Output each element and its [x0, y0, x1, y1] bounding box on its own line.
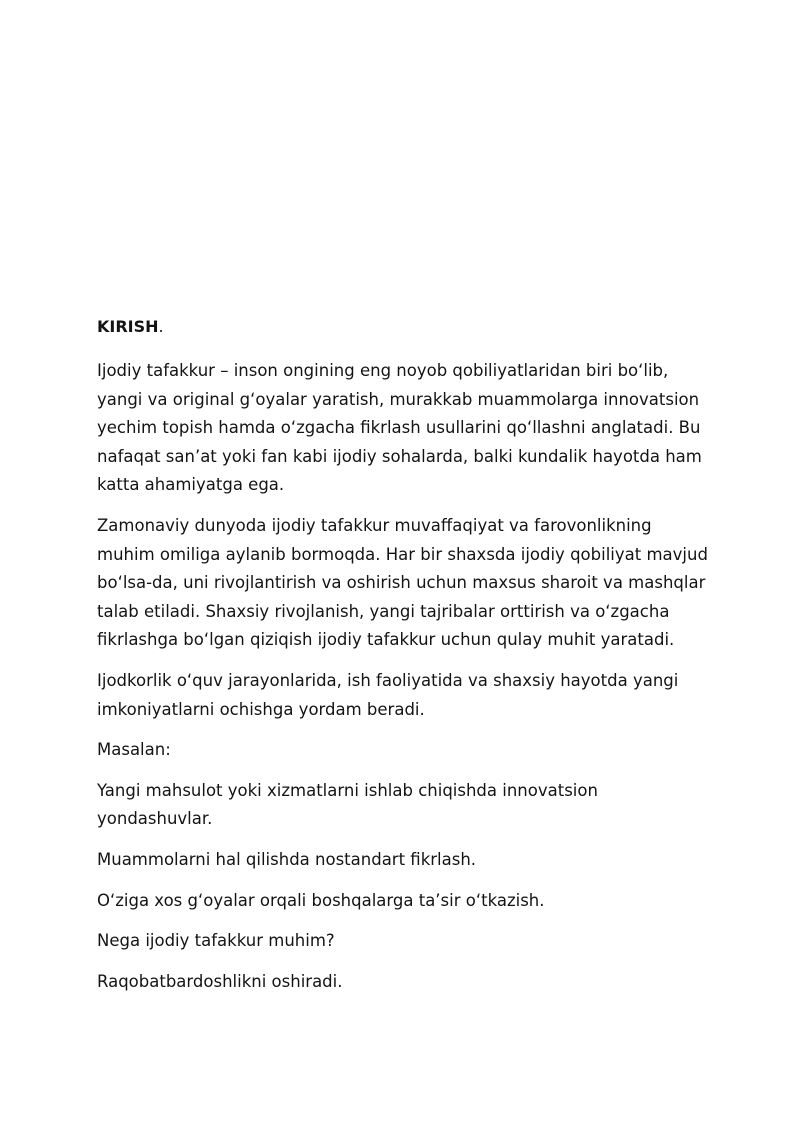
paragraph-modern-world: Zamonaviy dunyoda ijodiy tafakkur muvaffaqiyat va farovonlikning muhim omiliga aylanib bormoqda. Har bir shaxsda ijodiy qobiliyat mavjud bo‘lsa-da, uni rivojlantirish va oshirish uchun maxsus sharoit va mashqlar talab etiladi. Shaxsiy rivojlanish, yangi tajribalar orttirish va o‘zgacha fikrlashga bo‘lgan qiziqish ijodiy tafakkur uchun qulay muhit yaratadi.	[97, 515, 708, 650]
paragraph-example-thinking: Muammolarni hal qilishda nostandart fikrlash.	[97, 849, 477, 869]
paragraph-competitiveness: Raqobatbardoshlikni oshiradi.	[97, 971, 343, 991]
paragraph-creativity-opportunities: Ijodkorlik o‘quv jarayonlarida, ish faoliyatida va shaxsiy hayotda yangi imkoniyatlarni ochishga yordam beradi.	[97, 670, 679, 719]
document-page	[97, 313, 709, 1008]
paragraph-why-question: Nega ijodiy tafakkur muhim?	[97, 931, 335, 951]
paragraph-example-influence: O‘ziga xos g‘oyalar orqali boshqalarga ta’sir o‘tkazish.	[97, 890, 545, 910]
heading-title: KIRISH	[97, 317, 159, 336]
heading-suffix: .	[158, 317, 164, 336]
section-heading	[97, 313, 709, 341]
paragraph-example-innovation: Yangi mahsulot yoki xizmatlarni ishlab chiqishda innovatsion yondashuvlar.	[97, 780, 598, 829]
paragraph-intro: Ijodiy tafakkur – inson ongining eng noyob qobiliyatlaridan biri bo‘lib, yangi va original g‘oyalar yaratish, murakkab muammolarga innovatsion yechim topish hamda o‘zgacha fikrlash usullarini qo‘llashni anglatadi. Bu nafaqat san’at yoki fan kabi ijodiy sohalarda, balki kundalik hayotda ham katta ahamiyatga ega.	[97, 361, 702, 495]
paragraph-example-label: Masalan:	[97, 740, 171, 760]
